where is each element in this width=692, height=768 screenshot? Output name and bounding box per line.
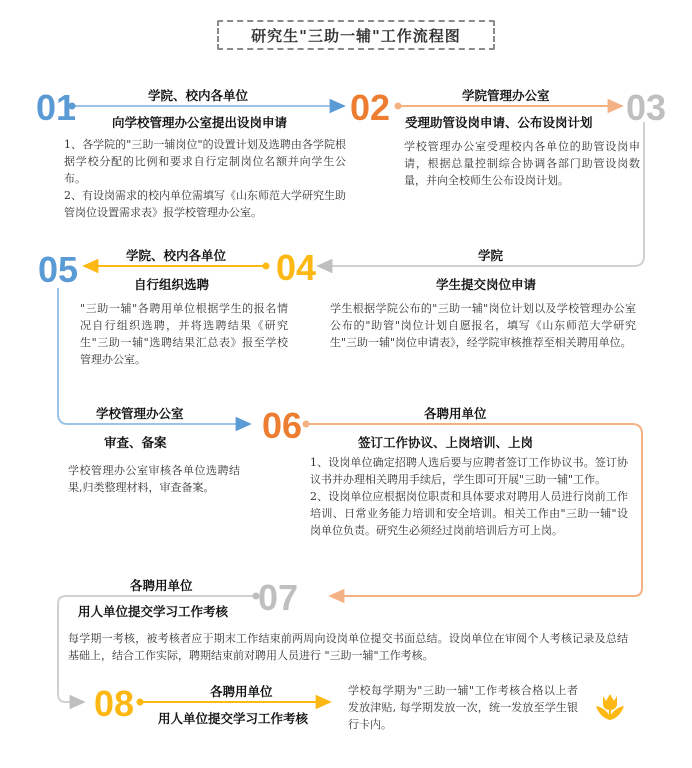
- step-08-desc-line-1: 学校每学期为"三助一辅"工作考核合格以上者发放津贴, 每学期发放一次，统一发放至学生银行卡内。: [348, 684, 578, 731]
- step-05-subheader: 审查、备案: [104, 435, 167, 450]
- step-02-header: 学院管理办公室: [462, 88, 550, 103]
- step-06-subheader: 签订工作协议、上岗培训、上岗: [358, 435, 534, 450]
- step-05-desc-line-1: 学校管理办公室审核各单位选聘结果,归类整理材料，审查备案。: [68, 464, 240, 494]
- step-03-desc-line-1: 学生根据学院公布的"三助一辅"岗位计划以及学校管理办公室公布的"助管"岗位计划自愿报名，填写《山东师范大学研究生"三助一辅"岗位申请表》，经学院审核推荐至相关聘用单位。: [330, 302, 636, 349]
- step-02-desc-line-1: 学校管理办公室受理校内各单位的助管设岗申请，根据总量控制综合协调各部门助管设岗数量，并向全校师生公布设岗计划。: [404, 140, 640, 187]
- step-01-desc-line-2: 2、有设岗需求的校内单位需填写《山东师范大学研究生助管岗位设置需求表》报学校管理办公室。: [64, 189, 346, 219]
- step-number-05: 05: [38, 249, 79, 290]
- step-number-03: 03: [626, 87, 667, 128]
- step-01-header: 学院、校内各单位: [148, 88, 249, 103]
- step-06-header: 各聘用单位: [424, 406, 487, 421]
- step-07-header: 各聘用单位: [130, 578, 193, 593]
- step-number-08: 08: [94, 683, 135, 724]
- step-03-description: [330, 300, 636, 351]
- step-01-subheader: 向学校管理办公室提出设岗申请: [112, 115, 288, 130]
- step-04-desc-line-1: "三助一辅"各聘用单位根据学生的报名情况自行组织选聘，并将选聘结果《研究生"三助一辅"选聘结果汇总表》报至学校管理办公室。: [80, 302, 288, 366]
- step-05-header: 学校管理办公室: [96, 406, 184, 421]
- step-06-description: [310, 454, 628, 539]
- step-01-desc-line-1: 1、各学院的"三助一辅岗位"的设置计划及选聘由各学院根据学校分配的比例和要求自行定制岗位名额并向学生公布。: [64, 138, 346, 185]
- title-box: [217, 20, 495, 50]
- step-02-description: [404, 138, 640, 189]
- step-04-subheader: 自行组织选聘: [134, 277, 210, 292]
- step-07-subheader: 用人单位提交学习工作考核: [78, 604, 229, 619]
- step-07-description: [68, 630, 628, 664]
- step-number-04: 04: [276, 247, 317, 288]
- step-03-header: 学院: [478, 248, 504, 263]
- step-number-01: 01: [36, 87, 77, 128]
- step-06-desc-line-2: 2、设岗单位应根据岗位职责和具体要求对聘用人员进行岗前工作培训、日常业务能力培训和安全培训。相关工作由"三助一辅"设岗单位负责。研究生必须经过岗前培训后方可上岗。: [310, 490, 628, 537]
- step-03-subheader: 学生提交岗位申请: [436, 277, 537, 292]
- step-02-subheader: 受理助管设岗申请、公布设岗计划: [405, 115, 593, 130]
- page-title: 研究生"三助一辅"工作流程图: [251, 26, 461, 45]
- step-number-07: 07: [258, 577, 299, 618]
- step-05-description: [68, 462, 240, 496]
- step-number-02: 02: [350, 87, 391, 128]
- step-08-subheader: 用人单位提交学习工作考核: [158, 711, 309, 726]
- step-06-desc-line-1: 1、设岗单位确定招聘人选后要与应聘者签订工作协议书。签订协议书并办理相关聘用手续后，学生即可开展"三助一辅"工作。: [310, 456, 628, 486]
- tulip-flower-icon: [592, 690, 628, 724]
- step-08-header: 各聘用单位: [210, 684, 273, 699]
- step-number-06: 06: [262, 405, 303, 446]
- step-04-description: [80, 300, 288, 368]
- step-04-header: 学院、校内各单位: [126, 248, 227, 263]
- step-08-description: [348, 682, 578, 733]
- step-07-desc-line-1: 每学期一考核，被考核者应于期末工作结束前两周向设岗单位提交书面总结。设岗单位在审阅个人考核记录及总结基础上，结合工作实际，聘期结束前对聘用人员进行 "三助一辅"工作考核。: [68, 632, 628, 662]
- step-01-description: [64, 136, 346, 221]
